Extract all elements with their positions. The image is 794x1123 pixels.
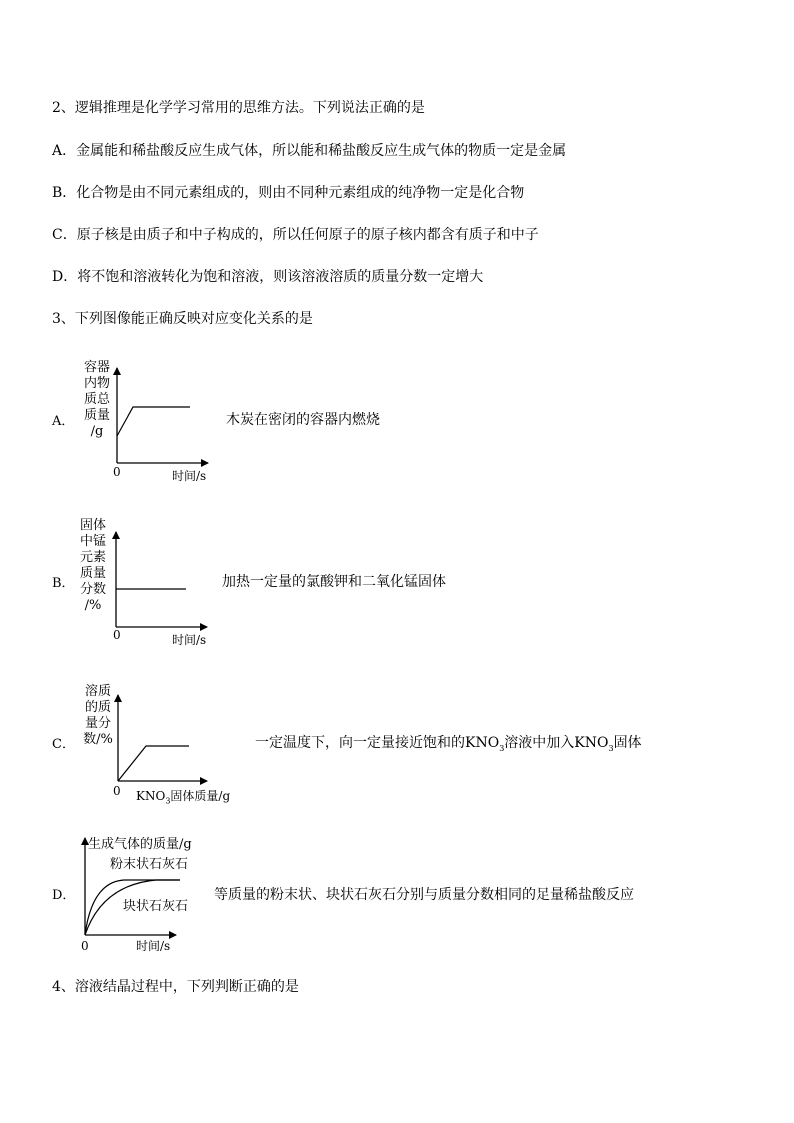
graph-a-y-label: 容器 内物 质总 质量 /g <box>83 360 110 439</box>
graph-a-origin: 0 <box>113 465 121 479</box>
graph-c <box>118 695 207 781</box>
graph-c-description: 一定温度下，向一定量接近饱和的$KNO_3$溶液中加入$KNO_3$固体 <box>255 735 642 753</box>
graph-d-option: D． <box>52 888 76 903</box>
graph-d-curve1-label: 粉末状石灰石 <box>110 857 189 872</box>
graph-b-description: 加热一定量的氯酸钾和二氧化锰固体 <box>222 574 446 590</box>
graph-d-x-label: 时间/s <box>136 939 171 953</box>
q2-option-d: D．将不饱和溶液转化为饱和溶液，则该溶液溶质的质量分数一定增大 <box>52 269 484 285</box>
graph-a-option: A． <box>52 414 75 429</box>
graph-a-x-label: 时间/s <box>172 469 207 483</box>
q2-option-c: C．原子核是由质子和中子构成的，所以任何原子的原子核内都含有质子和中子 <box>52 227 539 243</box>
graph-c-option: C． <box>52 737 75 752</box>
graph-c-curve <box>118 746 189 781</box>
graph-c-x-label: $KNO_3$固体质量/g <box>136 789 231 806</box>
q2-stem: 2、逻辑推理是化学学习常用的思维方法。下列说法正确的是 <box>52 100 425 116</box>
graph-a <box>117 368 208 463</box>
graph-c-origin: 0 <box>113 784 121 798</box>
graph-d-curve2-label: 块状石灰石 <box>123 899 189 914</box>
graph-d-origin: 0 <box>81 939 89 953</box>
graph-d-description: 等质量的粉末状、块状石灰石分别与质量分数相同的足量稀盐酸反应 <box>214 887 634 903</box>
graph-a-curve <box>117 407 190 436</box>
graph-b <box>116 532 207 627</box>
q2-option-a: A．金属能和稀盐酸反应生成气体，所以能和稀盐酸反应生成气体的物质一定是金属 <box>52 143 567 159</box>
graph-d-y-label: 生成气体的质量/g <box>88 837 192 852</box>
q2-option-b: B．化合物是由不同元素组成的，则由不同种元素组成的纯净物一定是化合物 <box>52 185 525 201</box>
graph-a-description: 木炭在密闭的容器内燃烧 <box>226 412 380 428</box>
q3-stem: 3、下列图像能正确反映对应变化关系的是 <box>52 311 313 327</box>
graph-b-x-label: 时间/s <box>172 633 207 647</box>
graph-b-origin: 0 <box>113 628 121 642</box>
q4-stem: 4、溶液结晶过程中，下列判断正确的是 <box>52 979 299 995</box>
graph-c-y-label: 溶质 的质 量分 数/% <box>83 684 113 747</box>
graph-b-option: B． <box>52 576 75 591</box>
graph-b-y-label: 固体 中锰 元素 质量 分数 /% <box>79 518 106 613</box>
